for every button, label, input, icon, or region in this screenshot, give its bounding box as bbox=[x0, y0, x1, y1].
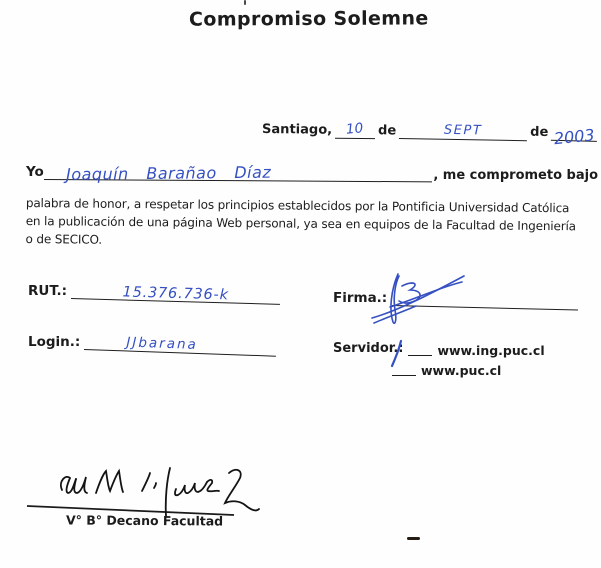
handwritten-rut: 15.376.736-k bbox=[122, 283, 230, 303]
servidor-option-2 bbox=[333, 360, 545, 376]
rut-blank bbox=[71, 279, 280, 305]
declaration-paragraph bbox=[25, 194, 576, 253]
check-mark-icon bbox=[389, 339, 405, 369]
signature-firma-icon bbox=[362, 266, 467, 324]
document-title: Compromiso Solemne bbox=[188, 7, 429, 31]
servidor-label: Servidor.: bbox=[333, 341, 404, 356]
de-label-2: de bbox=[530, 124, 549, 140]
handwritten-month: SEPT bbox=[443, 122, 483, 139]
paragraph-line-1: palabra de honor, a respetar los principios establecidos por la Pontificia Universidad Católica bbox=[25, 195, 570, 216]
login-label: Login.: bbox=[28, 334, 81, 350]
servidor-field bbox=[333, 340, 545, 376]
servidor-url-1: www.ing.puc.cl bbox=[437, 343, 545, 358]
name-line bbox=[26, 160, 598, 184]
name-blank bbox=[44, 160, 432, 182]
de-label-1: de bbox=[378, 123, 397, 139]
servidor-blank-1 bbox=[408, 340, 432, 356]
handwritten-login: JJbarana bbox=[126, 333, 199, 353]
commitment-lead-text: , me comprometo bajo bbox=[433, 168, 598, 183]
date-line bbox=[262, 118, 600, 149]
login-blank bbox=[84, 330, 276, 357]
scan-artifact-top-tick bbox=[244, 0, 246, 5]
decano-approval-label: V° B° Decano Facultad bbox=[65, 512, 224, 529]
year-blank bbox=[551, 121, 597, 149]
month-blank bbox=[399, 119, 527, 141]
rut-field bbox=[28, 279, 280, 303]
city-label: Santiago, bbox=[262, 122, 333, 138]
firma-label: Firma.: bbox=[333, 290, 388, 306]
scan-artifact-dash bbox=[407, 537, 420, 540]
servidor-url-2: www.puc.cl bbox=[421, 363, 502, 378]
paragraph-line-3: o de SECICO. bbox=[25, 231, 103, 247]
handwritten-name: Joaquín Barañao Díaz bbox=[65, 162, 272, 184]
handwritten-year: 2003 bbox=[552, 125, 596, 149]
login-field bbox=[28, 330, 276, 353]
day-blank bbox=[335, 119, 375, 139]
rut-label: RUT.: bbox=[28, 283, 68, 299]
yo-label: Yo bbox=[26, 164, 44, 180]
handwritten-day: 10 bbox=[345, 119, 365, 138]
servidor-option-1 bbox=[333, 340, 545, 356]
paragraph-line-2: en la publicación de una página Web personal, ya sea en equipos de la Facultad de Ingeniería bbox=[25, 213, 577, 234]
